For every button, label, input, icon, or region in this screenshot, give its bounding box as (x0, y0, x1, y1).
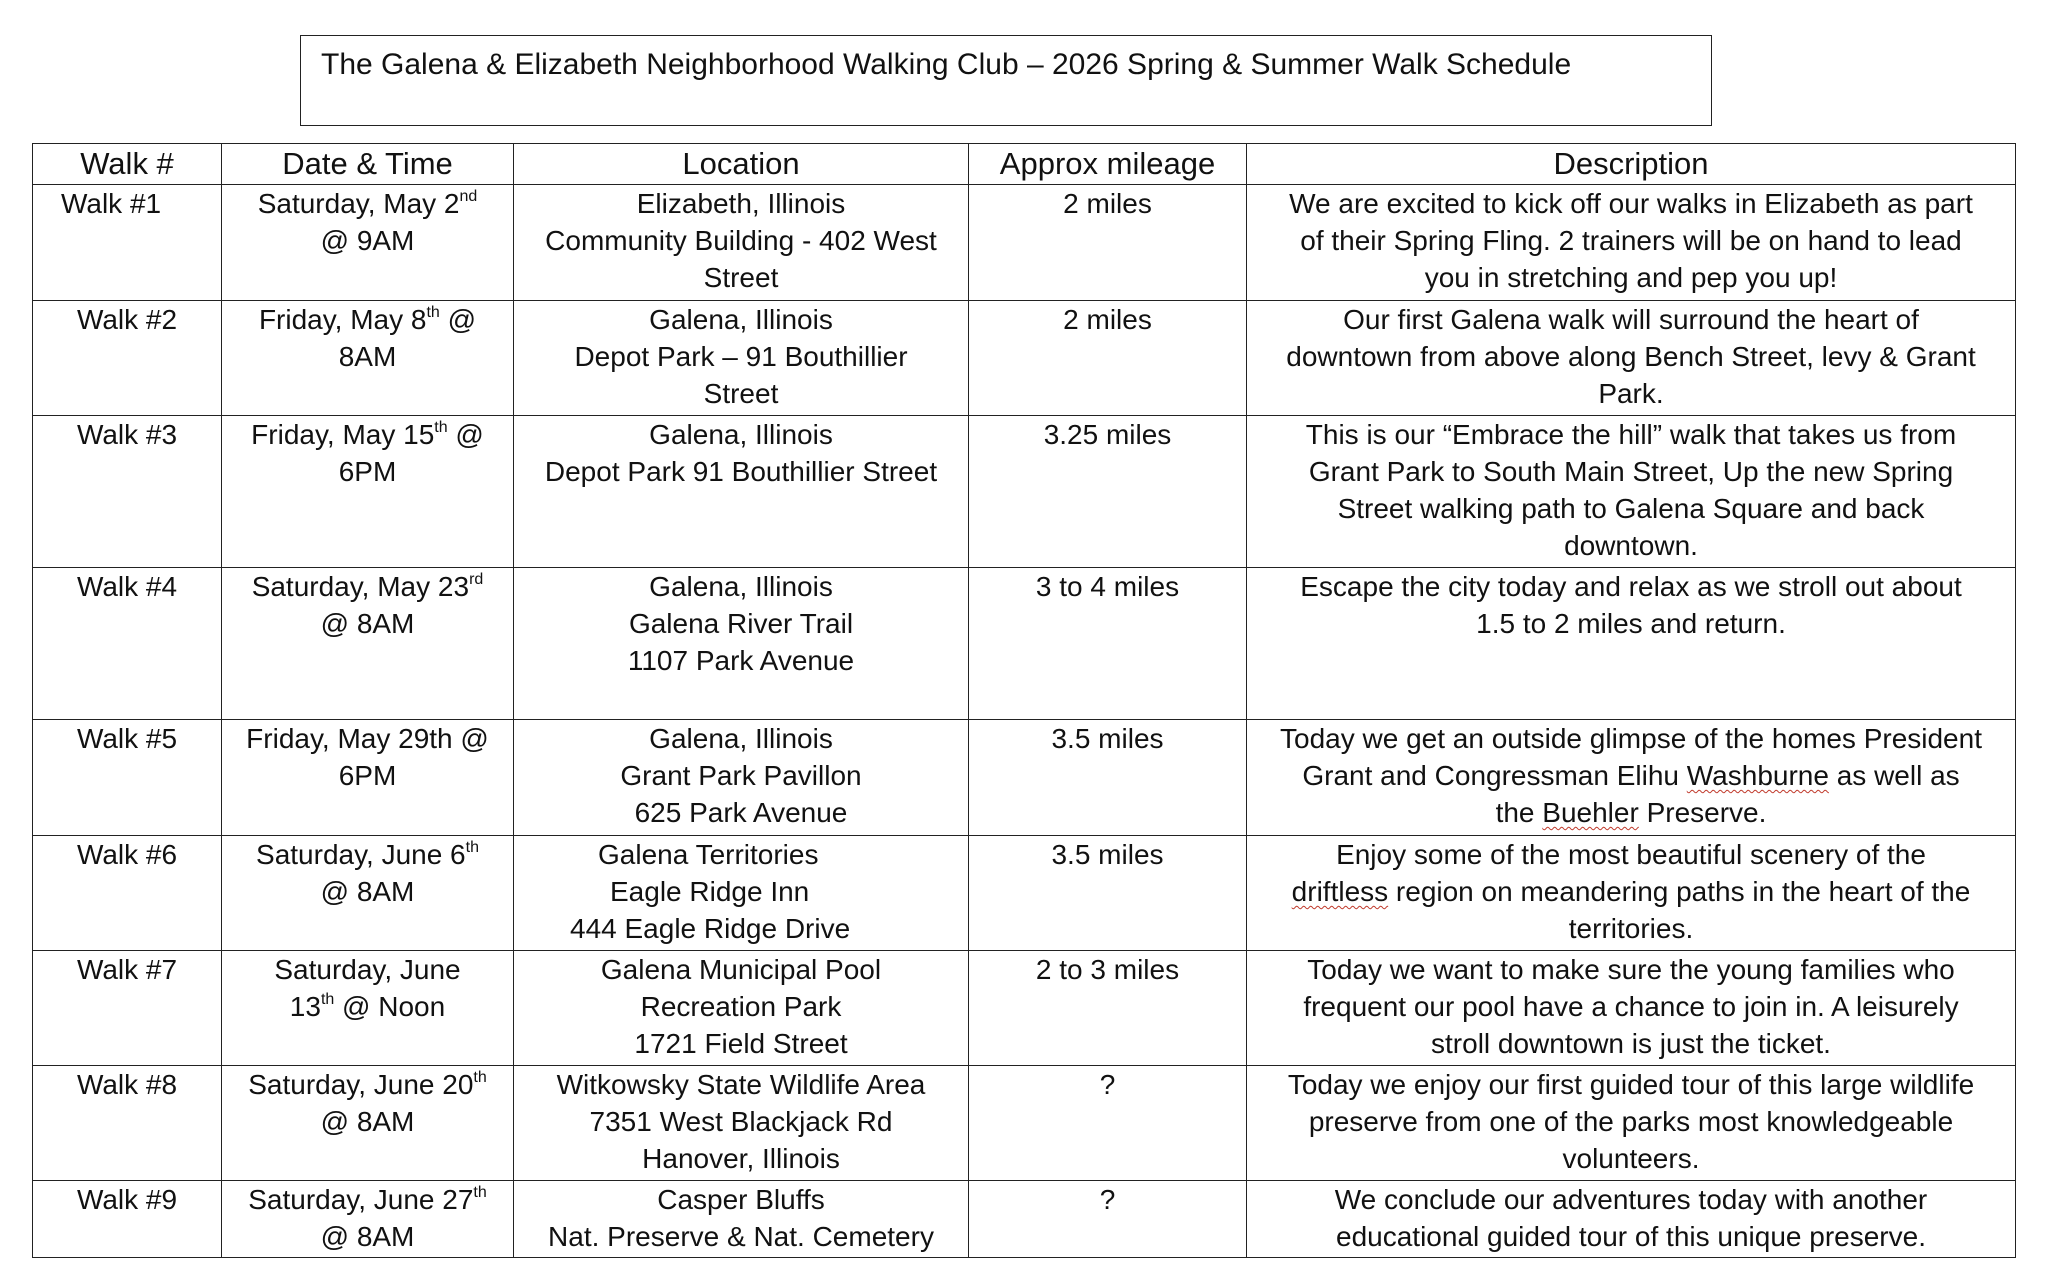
walk-location: Elizabeth, Illinois Community Building - 402 West Street (514, 185, 969, 301)
walk-mileage: 2 miles (969, 301, 1247, 416)
walk-description: Today we enjoy our first guided tour of this large wildlife preserve from one of the parks most knowledgeable volunteers. (1247, 1066, 2016, 1181)
walk-description: Escape the city today and relax as we stroll out about 1.5 to 2 miles and return. (1247, 568, 2016, 720)
walk-description: This is our “Embrace the hill” walk that takes us from Grant Park to South Main Street, Up the new Spring Street walking path to Galena Square and back downtown. (1247, 416, 2016, 568)
walk-location: Witkowsky State Wildlife Area 7351 West Blackjack Rd Hanover, Illinois (514, 1066, 969, 1181)
walk-number: Walk #7 (33, 951, 222, 1066)
title-box (300, 35, 1712, 126)
walk-description: Today we get an outside glimpse of the homes President Grant and Congressman Elihu Washburne as well as the Buehler Preserve. (1247, 720, 2016, 836)
walk-description: We are excited to kick off our walks in Elizabeth as part of their Spring Fling. 2 trainers will be on hand to lead you in stretching and pep you up! (1247, 185, 2016, 301)
walk-date-time: Friday, May 8th @ 8AM (222, 301, 514, 416)
table-row (33, 720, 2016, 836)
walk-mileage: 2 miles (969, 185, 1247, 301)
walk-location: Galena, Illinois Depot Park – 91 Bouthillier Street (514, 301, 969, 416)
walk-location: Galena Municipal Pool Recreation Park 1721 Field Street (514, 951, 969, 1066)
walk-number: Walk #8 (33, 1066, 222, 1181)
walk-date-time: Saturday, May 23rd @ 8AM (222, 568, 514, 720)
walk-number: Walk #2 (33, 301, 222, 416)
walk-date-time: Saturday, June 20th @ 8AM (222, 1066, 514, 1181)
table-row (33, 951, 2016, 1066)
walk-number: Walk #3 (33, 416, 222, 568)
walk-number: Walk #9 (33, 1181, 222, 1258)
walk-date-time: Saturday, May 2nd @ 9AM (222, 185, 514, 301)
table-row (33, 301, 2016, 416)
header-description: Description (1247, 144, 2016, 185)
walk-date-time: Saturday, June 13th @ Noon (222, 951, 514, 1066)
walk-location: Galena, Illinois Depot Park 91 Bouthillier Street (514, 416, 969, 568)
walk-location: Galena Territories Eagle Ridge Inn 444 Eagle Ridge Drive (514, 836, 969, 951)
header-location: Location (514, 144, 969, 185)
header-approx-mileage: Approx mileage (969, 144, 1247, 185)
table-header-row (33, 144, 2016, 185)
table-row (33, 568, 2016, 720)
walk-mileage: 3.5 miles (969, 720, 1247, 836)
table-row (33, 1066, 2016, 1181)
table-row (33, 416, 2016, 568)
walk-location: Casper Bluffs Nat. Preserve & Nat. Cemetery (514, 1181, 969, 1258)
walk-description: Our first Galena walk will surround the heart of downtown from above along Bench Street, levy & Grant Park. (1247, 301, 2016, 416)
walk-mileage: ? (969, 1066, 1247, 1181)
walk-description: We conclude our adventures today with another educational guided tour of this unique preserve. (1247, 1181, 2016, 1258)
walk-description: Today we want to make sure the young families who frequent our pool have a chance to join in. A leisurely stroll downtown is just the ticket. (1247, 951, 2016, 1066)
walk-location: Galena, Illinois Grant Park Pavillon 625 Park Avenue (514, 720, 969, 836)
walk-mileage: 3 to 4 miles (969, 568, 1247, 720)
walk-description: Enjoy some of the most beautiful scenery of the driftless region on meandering paths in the heart of the territories. (1247, 836, 2016, 951)
walk-number: Walk #4 (33, 568, 222, 720)
walk-location: Galena, Illinois Galena River Trail 1107 Park Avenue (514, 568, 969, 720)
walk-mileage: 3.5 miles (969, 836, 1247, 951)
walk-schedule-table (32, 143, 2016, 1258)
table-row (33, 1181, 2016, 1258)
walk-number: Walk #5 (33, 720, 222, 836)
header-date-time: Date & Time (222, 144, 514, 185)
walk-date-time: Friday, May 29th @ 6PM (222, 720, 514, 836)
header-walk-number: Walk # (33, 144, 222, 185)
walk-number: Walk #6 (33, 836, 222, 951)
table-row (33, 185, 2016, 301)
walk-date-time: Saturday, June 27th @ 8AM (222, 1181, 514, 1258)
walk-mileage: 3.25 miles (969, 416, 1247, 568)
table-row (33, 836, 2016, 951)
walk-date-time: Friday, May 15th @ 6PM (222, 416, 514, 568)
walk-date-time: Saturday, June 6th @ 8AM (222, 836, 514, 951)
document-title: The Galena & Elizabeth Neighborhood Walking Club – 2026 Spring & Summer Walk Schedule (321, 48, 1572, 81)
walk-number: Walk #1 (33, 185, 222, 301)
walk-mileage: ? (969, 1181, 1247, 1258)
walk-mileage: 2 to 3 miles (969, 951, 1247, 1066)
